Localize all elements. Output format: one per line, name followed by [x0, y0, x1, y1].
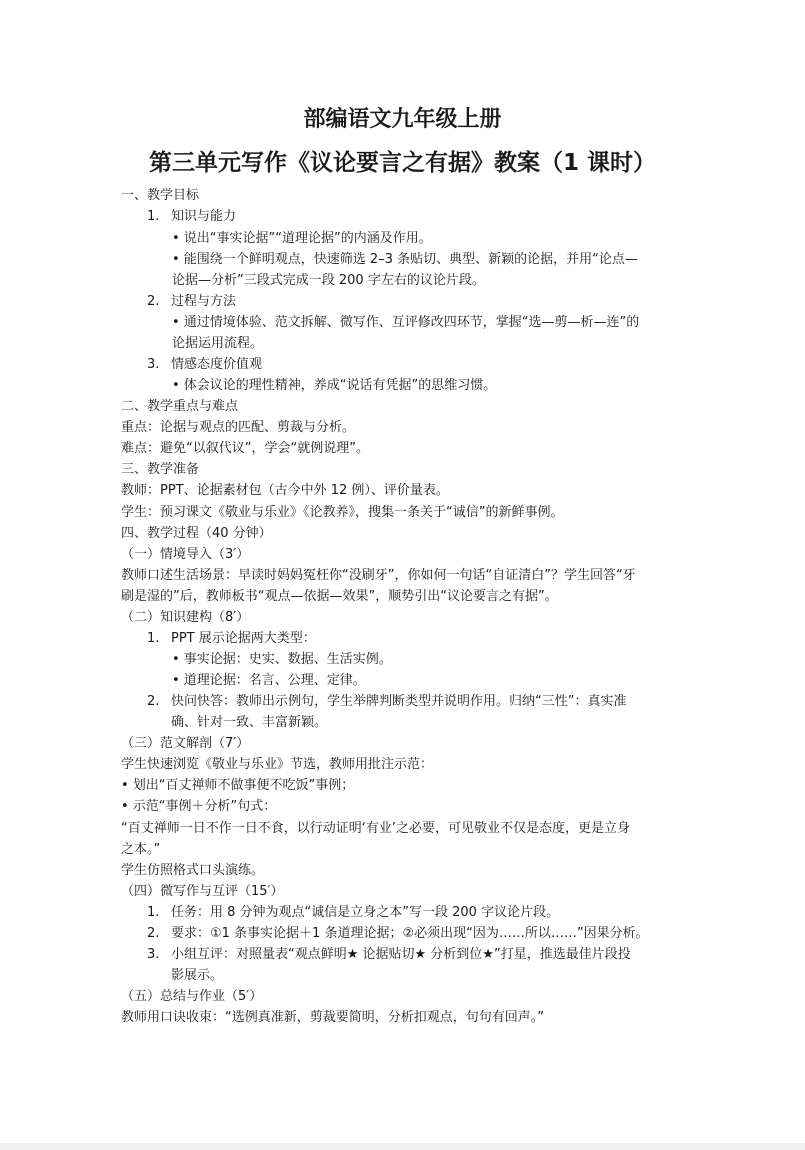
paragraph: 学生快速浏览《敬业与乐业》节选，教师用批注示范： — [121, 757, 434, 772]
subheading-process: 过程与方法 — [171, 294, 237, 309]
paragraph: 教师用口诀收束：“选例真准新，剪裁要简明，分析扣观点，句句有回声。” — [121, 1010, 544, 1025]
stage-heading-summary: （五）总结与作业（5′） — [121, 989, 263, 1004]
list-item: 快问快答：教师出示例句，学生举牌判断类型并说明作用。归纳“三性”：真实准 — [171, 694, 627, 709]
list-number: 1. — [147, 631, 160, 646]
bullet-item: • 体会议论的理性精神，养成“说话有凭据”的思维习惯。 — [172, 378, 497, 393]
bullet-item-continued: 论据—分析”三段式完成一段 200 字左右的议论片段。 — [172, 273, 485, 288]
section-heading-objectives: 一、教学目标 — [121, 188, 200, 203]
quote-paragraph-continued: 之本。” — [121, 842, 161, 857]
subheading-attitude: 情感态度价值观 — [171, 357, 263, 372]
stage-heading-knowledge: （二）知识建构（8′） — [121, 610, 250, 625]
bullet-item: • 划出“百丈禅师不做事便不吃饭”事例； — [121, 778, 355, 793]
paragraph-student-prep: 学生：预习课文《敬业与乐业》《论教养》，搜集一条关于“诚信”的新鲜事例。 — [121, 505, 564, 520]
list-item-continued: 确、针对一致、丰富新颖。 — [171, 715, 328, 730]
bullet-item: • 说出“事实论据”“道理论据”的内涵及作用。 — [172, 231, 432, 246]
paragraph-key-point: 重点：论据与观点的匹配、剪裁与分析。 — [121, 420, 356, 435]
bullet-item: • 能围绕一个鲜明观点，快速筛选 2–3 条贴切、典型、新颖的论据，并用“论点— — [172, 252, 638, 267]
list-number: 1. — [147, 209, 160, 224]
list-item-continued: 影展示。 — [171, 968, 224, 983]
page-bottom-edge — [0, 1143, 805, 1150]
stage-heading-model-text: （三）范文解剖（7′） — [121, 736, 250, 751]
list-item: 要求：①1 条事实论据＋1 条道理论据；②必须出现“因为……所以……”因果分析。 — [171, 926, 649, 941]
bullet-item: • 道理论据：名言、公理、定律。 — [172, 673, 366, 688]
list-item: PPT 展示论据两大类型： — [171, 631, 316, 646]
quote-paragraph: “百丈禅师一日不作一日不食，以行动证明‘有业’之必要，可见敬业不仅是态度，更是立身 — [121, 821, 631, 836]
list-item: 任务：用 8 分钟为观点“诚信是立身之本”写一段 200 字议论片段。 — [171, 905, 560, 920]
list-number: 2. — [147, 294, 160, 309]
section-heading-key-points: 二、教学重点与难点 — [121, 399, 239, 414]
section-heading-process: 四、教学过程（40 分钟） — [121, 526, 272, 541]
paragraph: 学生仿照格式口头演练。 — [121, 863, 265, 878]
list-number: 2. — [147, 694, 160, 709]
paragraph-continued: 刷是湿的”后，教师板书“观点—依据—效果”，顺势引出“议论要言之有据”。 — [121, 589, 558, 604]
list-number: 3. — [147, 357, 160, 372]
subheading-knowledge: 知识与能力 — [171, 209, 237, 224]
bullet-item: • 事实论据：史实、数据、生活实例。 — [172, 652, 392, 667]
list-number: 1. — [147, 905, 160, 920]
list-number: 2. — [147, 926, 160, 941]
bullet-item: • 通过情境体验、范文拆解、微写作、互评修改四环节，掌握“选—剪—析—连”的 — [172, 315, 640, 330]
list-item: 小组互评：对照量表“观点鲜明★ 论据贴切★ 分析到位★”打星，推选最佳片段投 — [171, 947, 631, 962]
stage-heading-writing: （四）微写作与互评（15′） — [121, 884, 284, 899]
stage-heading-intro: （一）情境导入（3′） — [121, 547, 250, 562]
paragraph-difficulty: 难点：避免“以叙代议”，学会“就例说理”。 — [121, 441, 369, 456]
section-heading-preparation: 三、教学准备 — [121, 462, 200, 477]
paragraph: 教师口述生活场景：早读时妈妈冤枉你“没刷牙”，你如何一句话“自证清白”？学生回答“牙 — [121, 568, 636, 583]
bullet-item: • 示范“事例＋分析”句式： — [121, 799, 277, 814]
bullet-item-continued: 论据运用流程。 — [172, 336, 264, 351]
doc-title-line1: 部编语文九年级上册 — [303, 107, 502, 132]
list-number: 3. — [147, 947, 160, 962]
paragraph-teacher-prep: 教师：PPT、论据素材包（古今中外 12 例）、评价量表。 — [121, 483, 449, 498]
doc-title-line2: 第三单元写作《议论要言之有据》教案（1 课时） — [148, 150, 656, 176]
